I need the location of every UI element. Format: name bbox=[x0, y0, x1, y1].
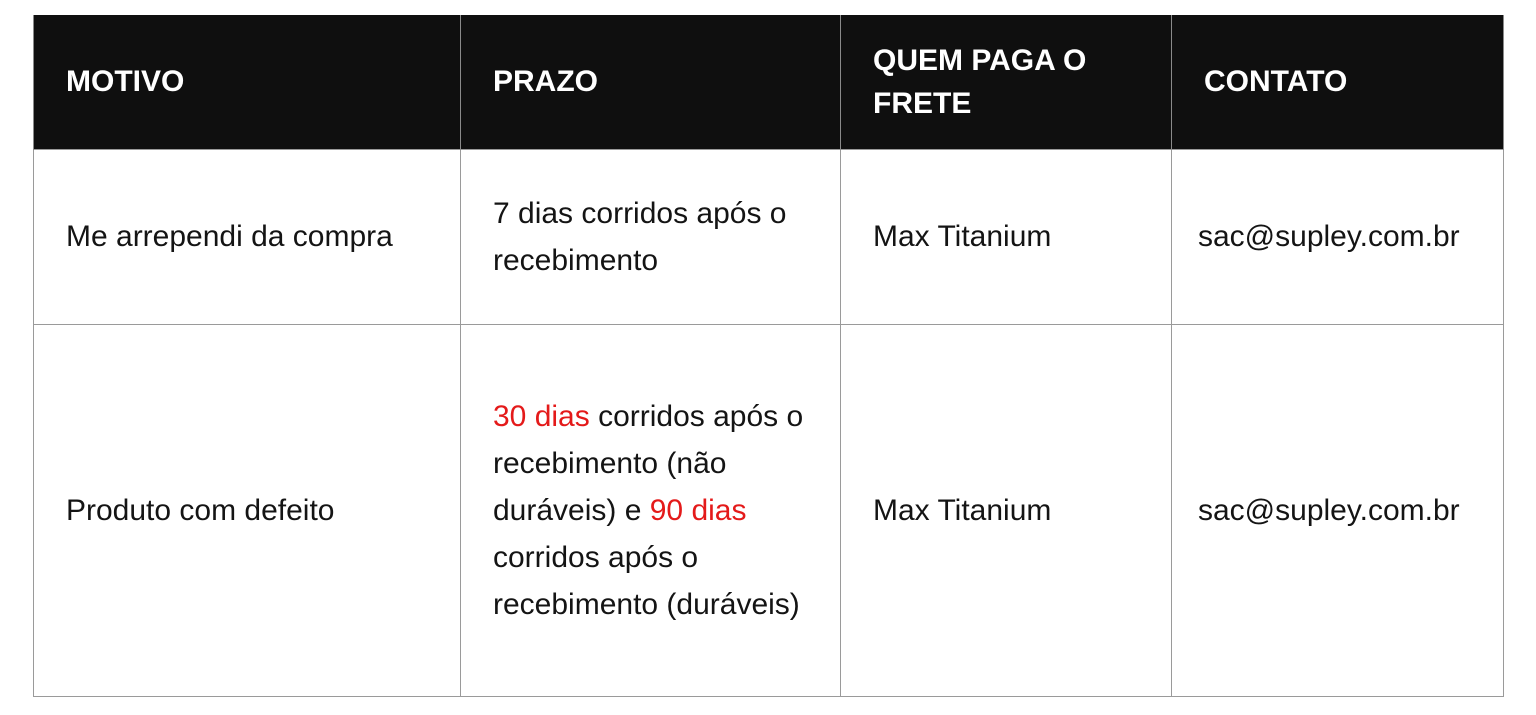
prazo-text-2: corridos após o recebimento (duráveis) bbox=[493, 540, 800, 621]
table-row bbox=[34, 149, 1504, 324]
table-row bbox=[34, 324, 1504, 696]
highlight-90-dias: 90 dias bbox=[649, 493, 747, 527]
table-header bbox=[34, 15, 1504, 149]
cell-motivo: Produto com defeito bbox=[34, 324, 461, 696]
cell-prazo bbox=[461, 324, 841, 696]
header-prazo: PRAZO bbox=[461, 15, 841, 149]
cell-contato-email: sac@supley.com.br bbox=[1172, 149, 1504, 324]
cell-contato-email: sac@supley.com.br bbox=[1172, 324, 1504, 696]
returns-policy-table bbox=[33, 15, 1504, 697]
cell-frete: Max Titanium bbox=[841, 324, 1172, 696]
cell-prazo: 7 dias corridos após o recebimento bbox=[461, 149, 841, 324]
prazo-text-1: corridos após o recebimento (não duráveis) e bbox=[493, 399, 804, 527]
cell-motivo: Me arrependi da compra bbox=[34, 149, 461, 324]
cell-frete: Max Titanium bbox=[841, 149, 1172, 324]
table-body bbox=[34, 149, 1504, 696]
header-motivo: MOTIVO bbox=[34, 15, 461, 149]
header-row bbox=[34, 15, 1504, 149]
header-quem-paga-frete: QUEM PAGA O FRETE bbox=[841, 15, 1172, 149]
header-contato: CONTATO bbox=[1172, 15, 1504, 149]
returns-policy-table-wrapper bbox=[33, 15, 1504, 697]
highlight-30-dias: 30 dias bbox=[493, 399, 590, 433]
